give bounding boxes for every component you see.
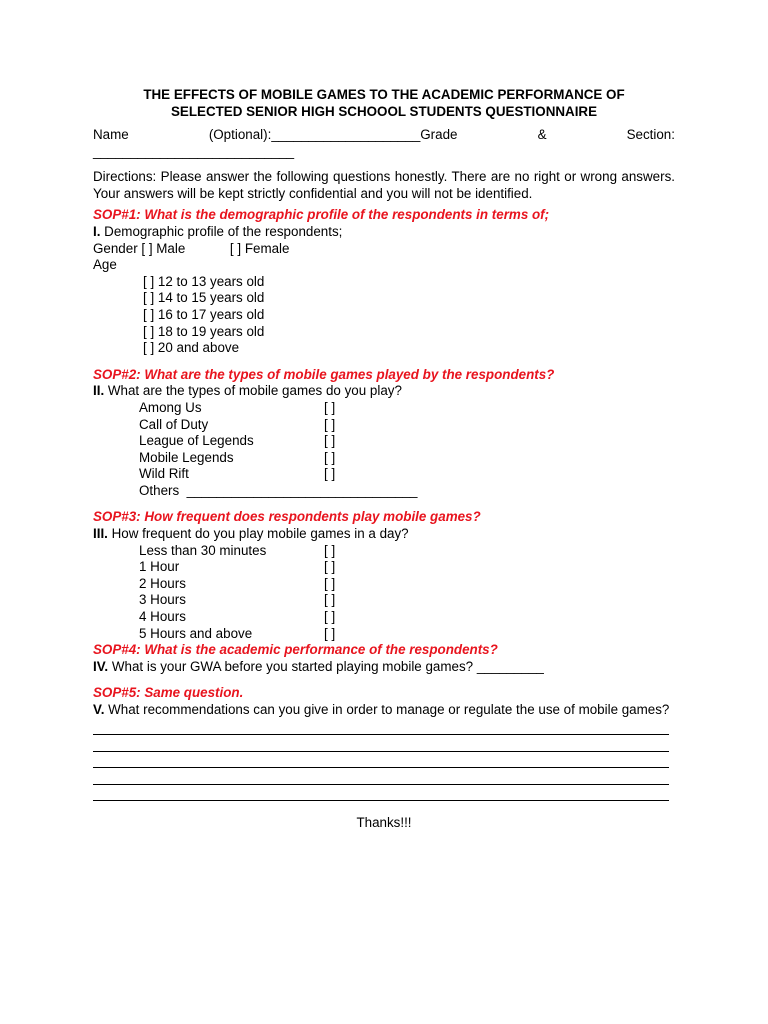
game-option-label: Among Us [139, 399, 202, 415]
sop4-question[interactable] [93, 659, 675, 676]
sop4-question-text: What is your GWA before you started playing mobile games? _________ [108, 658, 544, 674]
ampersand: & [537, 127, 547, 142]
frequency-option-label: 1 Hour [139, 559, 180, 575]
answer-line[interactable] [93, 785, 669, 802]
checkbox[interactable]: [ ] [324, 449, 336, 465]
sop5-question [93, 702, 675, 719]
sop5-heading: SOP#5: Same question. [93, 685, 244, 701]
game-option[interactable] [93, 417, 675, 434]
document-title [93, 86, 675, 120]
checkbox[interactable]: [ ] [324, 592, 336, 608]
sop3-roman: III. [93, 526, 108, 542]
sop2-question [93, 383, 675, 400]
name-grade-row [93, 127, 675, 144]
age-option[interactable]: [ ] 12 to 13 years old [143, 273, 265, 289]
questionnaire-page [93, 86, 675, 832]
sop3-heading: SOP#3: How frequent does respondents play mobile games? [93, 509, 481, 525]
frequency-option-label: Less than 30 minutes [139, 542, 267, 558]
optional-grade-label: (Optional):____________________Grade [208, 127, 458, 142]
checkbox[interactable]: [ ] [324, 609, 336, 625]
game-option[interactable] [93, 400, 675, 417]
section-blank[interactable]: ___________________________ [93, 143, 295, 159]
others-field[interactable]: Others _______________________________ [139, 482, 418, 498]
frequency-option[interactable] [93, 592, 675, 609]
closing-text: Thanks!!! [356, 815, 412, 831]
checkbox[interactable]: [ ] [324, 466, 336, 482]
sop2-question-text: What are the types of mobile games do you play? [104, 383, 402, 399]
frequency-option[interactable] [93, 559, 675, 576]
frequency-option-label: 2 Hours [139, 575, 186, 591]
frequency-option-label: 4 Hours [139, 609, 186, 625]
game-option-label: Call of Duty [139, 416, 209, 432]
frequency-option-label: 5 Hours and above [139, 625, 253, 641]
checkbox[interactable]: [ ] [324, 433, 336, 449]
sop1-question-text: Demographic profile of the respondents; [100, 223, 343, 239]
frequency-option[interactable] [93, 543, 675, 560]
game-option-label: Mobile Legends [139, 449, 234, 465]
directions-text: Directions: Please answer the following questions honestly. There are no right or wrong answers. Your answers will be kept strictly confidential and you will not be identified. [93, 169, 675, 201]
checkbox[interactable]: [ ] [324, 559, 336, 575]
game-option[interactable] [93, 433, 675, 450]
sop1-heading: SOP#1: What is the demographic profile of the respondents in terms of; [93, 207, 550, 223]
checkbox[interactable]: [ ] [324, 399, 336, 415]
name-label: Name [93, 127, 129, 142]
answer-line[interactable] [93, 768, 669, 785]
frequency-option[interactable] [93, 626, 675, 643]
frequency-option[interactable] [93, 576, 675, 593]
answer-line[interactable] [93, 735, 669, 752]
answer-line[interactable] [93, 752, 669, 769]
sop4-heading: SOP#4: What is the academic performance of the respondents? [93, 642, 498, 658]
title-line-2: SELECTED SENIOR HIGH SCHOOOL STUDENTS QUESTIONNAIRE [170, 104, 598, 119]
game-option[interactable] [93, 450, 675, 467]
age-option[interactable]: [ ] 16 to 17 years old [143, 306, 265, 322]
sop5-roman: V. [93, 702, 105, 717]
age-label: Age [93, 257, 117, 273]
age-option[interactable]: [ ] 18 to 19 years old [143, 323, 265, 339]
gender-line[interactable]: Gender [ ] Male [ ] Female [93, 240, 290, 256]
game-option-label: Wild Rift [139, 466, 189, 482]
age-option[interactable]: [ ] 14 to 15 years old [143, 290, 265, 306]
sop2-roman: II. [93, 383, 105, 399]
sop2-heading: SOP#2: What are the types of mobile games played by the respondents? [93, 366, 555, 382]
checkbox[interactable]: [ ] [324, 542, 336, 558]
title-line-1: THE EFFECTS OF MOBILE GAMES TO THE ACADEMIC PERFORMANCE OF [143, 87, 625, 102]
checkbox[interactable]: [ ] [324, 416, 336, 432]
sop3-question [93, 526, 675, 543]
checkbox[interactable]: [ ] [324, 625, 336, 641]
game-option-label: League of Legends [139, 433, 254, 449]
section-label: Section: [626, 127, 675, 142]
sop3-question-text: How frequent do you play mobile games in a day? [107, 526, 409, 542]
sop1-roman: I. [93, 223, 101, 239]
frequency-option-label: 3 Hours [139, 592, 186, 608]
age-option[interactable]: [ ] 20 and above [143, 340, 240, 356]
game-option[interactable] [93, 466, 675, 483]
checkbox[interactable]: [ ] [324, 575, 336, 591]
sop4-roman: IV. [93, 658, 109, 674]
answer-line[interactable] [93, 719, 669, 736]
frequency-option[interactable] [93, 609, 675, 626]
sop5-question-text: What recommendations can you give in order to manage or regulate the use of mobile games? [104, 702, 670, 717]
sop1-question [93, 224, 675, 241]
